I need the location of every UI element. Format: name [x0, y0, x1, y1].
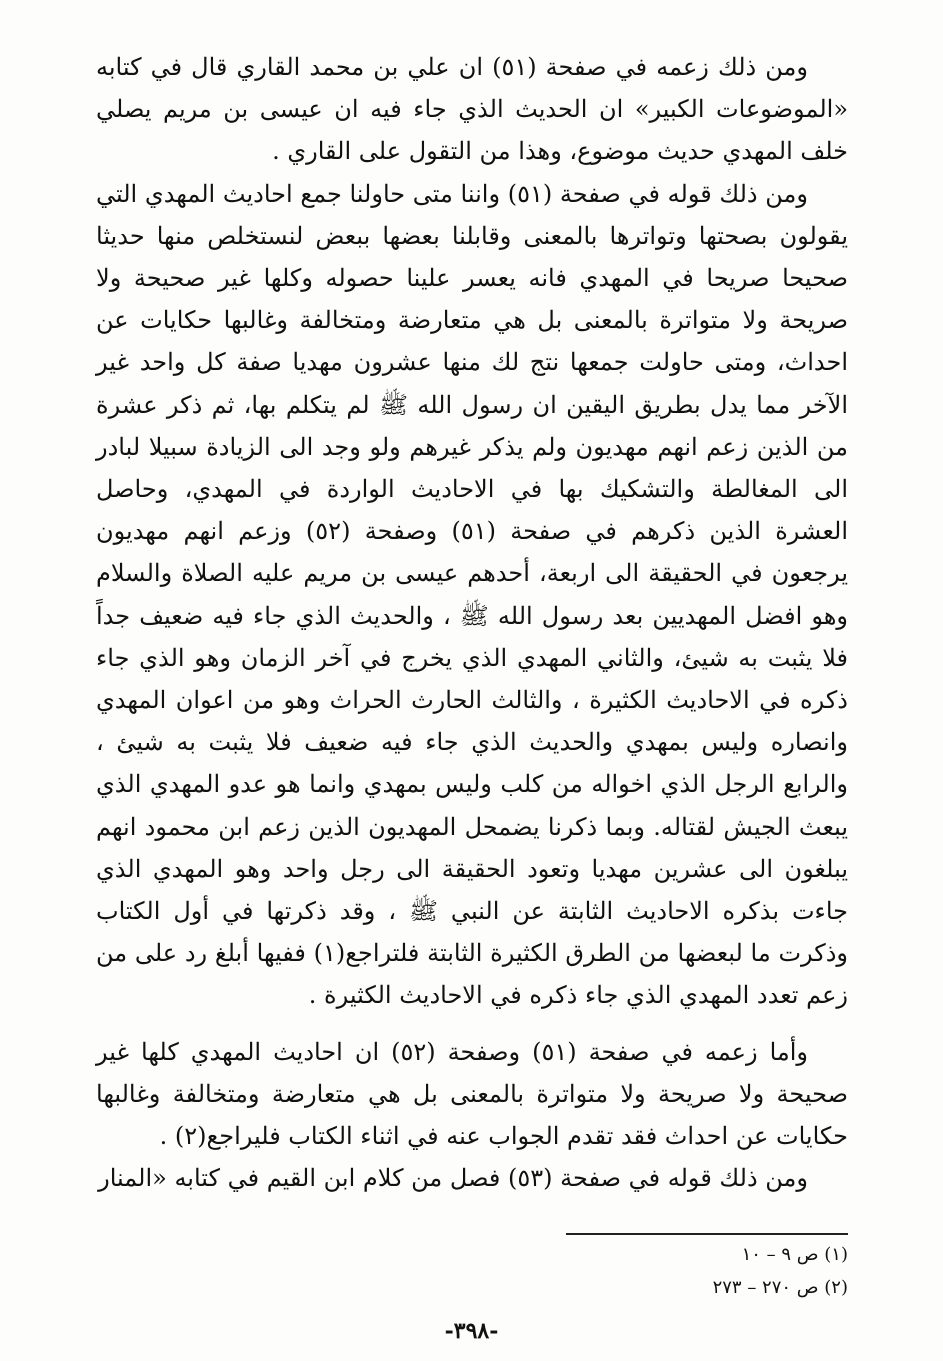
- paragraph-2: ومن ذلك قوله في صفحة (٥١) واننا متى حاولنا جمع احاديث المهدي التي يقولون بصحتها وتواترها بالمعنى وقابلنا بعضها ببعض لنستخلص منها حديثا صحيحا صريحا في المهدي فانه يعسر علينا حصوله وكلها غير صحيحة ولا صريحة ولا متواترة بالمعنى بل هي متعارضة ومتخالفة وغالبها حكايات عن احداث، ومتى حاولت جمعها نتج لك منها عشرون مهديا صفة كل واحد غير الآخر مما يدل بطريق اليقين ان رسول الله ﷺ لم يتكلم بها، ثم ذكر عشرة من الذين زعم انهم مهديون ولم يذكر غيرهم ولو وجد الى الزيادة سبيلا لبادر الى المغالطة والتشكيك بها في الاحاديث الواردة في المهدي، وحاصل العشرة الذين ذكرهم في صفحة (٥١) وصفحة (٥٢) وزعم انهم مهديون يرجعون في الحقيقة الى اربعة، أحدهم عيسى بن مريم عليه الصلاة والسلام وهو افضل المهديين بعد رسول الله ﷺ ، والحديث الذي جاء فيه ضعيف جداً فلا يثبت به شيئ، والثاني المهدي الذي يخرج في آخر الزمان وهو الذي جاء ذكره في الاحاديث الكثيرة ، والثالث الحارث الحراث وهو من اعوان المهدي وانصاره وليس بمهدي والحديث الذي جاء فيه ضعيف فلا يثبت به شيئ ، والرابع الرجل الذي اخواله من كلب وليس بمهدي وانما هو عدو المهدي الذي يبعث الجيش لقتاله. وبما ذكرنا يضمحل المهديون الذين زعم ابن محمود انهم يبلغون الى عشرين مهديا وتعود الحقيقة الى رجل واحد وهو المهدي الذي جاءت بذكره الاحاديث الثابتة عن النبي ﷺ ، وقد ذكرتها في أول الكتاب وذكرت ما لبعضها من الطرق الكثيرة الثابتة فلتراجع(١) ففيها أبلغ رد على من زعم تعدد المهدي الذي جاء ذكره في الاحاديث الكثيرة .: [96, 179, 848, 1010]
- paragraph-1: ومن ذلك زعمه في صفحة (٥١) ان علي بن محمد القاري قال في كتابه «الموضوعات الكبير» ان الحديث الذي جاء فيه ان عيسى بن مريم يصلي خلف المهدي حديث موضوع، وهذا من التقول على القاري .: [96, 53, 848, 166]
- footnote-divider: [566, 1233, 848, 1235]
- paragraph-4: ومن ذلك قوله في صفحة (٥٣) فصل من كلام ابن القيم في كتابه «المنار: [98, 1164, 808, 1193]
- footnotes: [520, 1238, 848, 1304]
- page-number: -٣٩٨-: [444, 1318, 499, 1344]
- footnote-2: (٢) ص ٢٧٠ – ٢٧٣: [712, 1277, 848, 1298]
- footnote-1: (١) ص ٩ – ١٠: [741, 1244, 848, 1265]
- main-text: [96, 46, 848, 1199]
- paragraph-3: وأما زعمه في صفحة (٥١) وصفحة (٥٢) ان احاديث المهدي كلها غير صحيحة ولا صريحة ولا متواترة بالمعنى بل هي متعارضة ومتخالفة وغالبها حكايات عن احداث فقد تقدم الجواب عنه في اثناء الكتاب فليراجع(٢) .: [96, 1037, 848, 1151]
